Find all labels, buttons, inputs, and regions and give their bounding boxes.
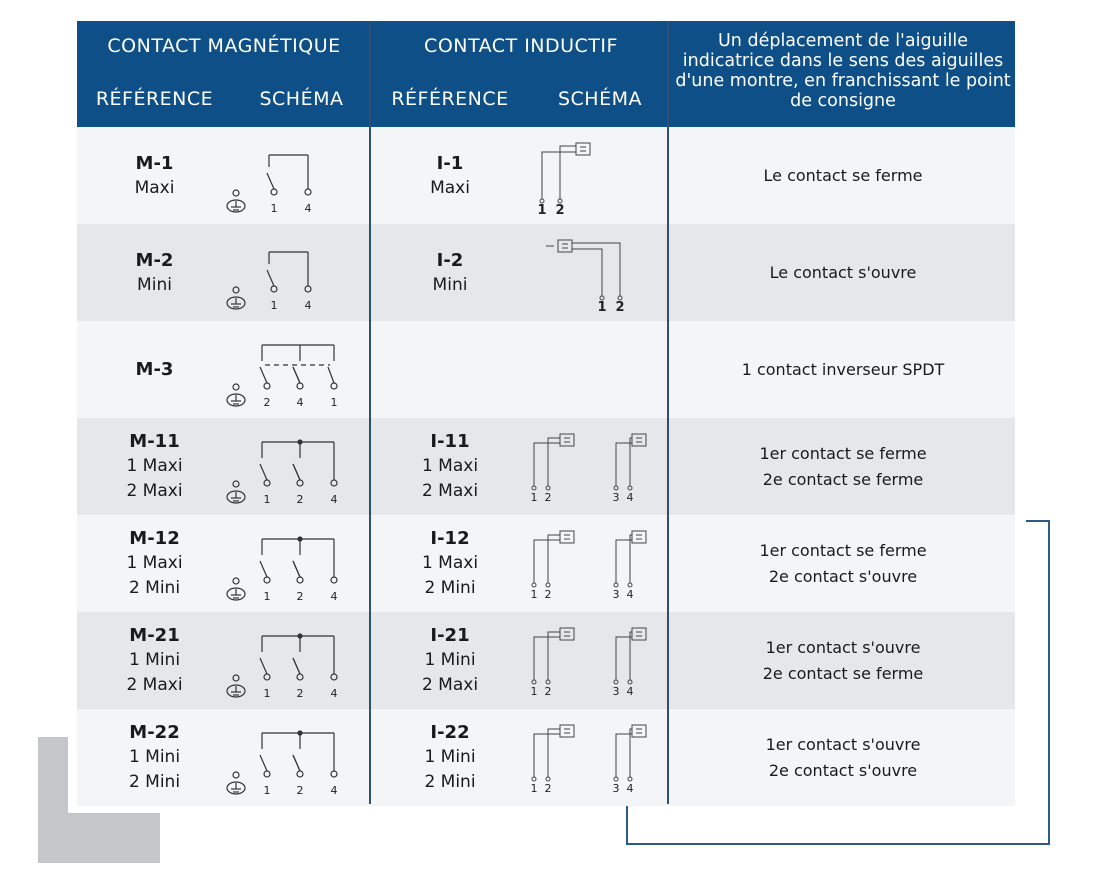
reference-label: 1 Maxi bbox=[421, 456, 479, 476]
reference-label: 1 Mini bbox=[128, 650, 181, 670]
reference-code: I-2 bbox=[436, 249, 464, 271]
reference-label: 1 Maxi bbox=[421, 553, 479, 573]
bracket-line bbox=[626, 843, 1050, 845]
description-line: 1er contact s'ouvre bbox=[765, 734, 921, 754]
svg-text:4: 4 bbox=[296, 396, 304, 409]
svg-text:4: 4 bbox=[626, 782, 634, 795]
svg-text:4: 4 bbox=[330, 590, 338, 603]
svg-text:1: 1 bbox=[530, 685, 538, 698]
contact-description bbox=[671, 635, 1015, 687]
inductive-schema bbox=[520, 137, 660, 221]
description-line: 1er contact se ferme bbox=[759, 540, 927, 560]
inductive-schema bbox=[520, 622, 660, 706]
svg-text:4: 4 bbox=[304, 202, 312, 215]
magnetic-schema-icon bbox=[222, 137, 352, 217]
svg-text:1: 1 bbox=[330, 396, 338, 409]
reference-code: M-12 bbox=[129, 528, 180, 549]
magnetic-schema bbox=[222, 137, 352, 221]
col-schema-magnetic: SCHÉMA bbox=[259, 88, 344, 110]
svg-text:4: 4 bbox=[304, 299, 312, 312]
svg-text:2: 2 bbox=[296, 590, 304, 603]
contact-description bbox=[671, 357, 1015, 383]
svg-text:4: 4 bbox=[330, 784, 338, 797]
svg-text:1: 1 bbox=[270, 202, 278, 215]
svg-text:1: 1 bbox=[270, 299, 278, 312]
magnetic-schema bbox=[222, 525, 352, 609]
magnetic-reference bbox=[77, 720, 232, 795]
contact-description bbox=[671, 441, 1015, 493]
reference-code: M-21 bbox=[129, 625, 180, 646]
inductive-schema-icon bbox=[520, 428, 660, 508]
inductive-schema-icon bbox=[520, 234, 660, 314]
inductive-reference bbox=[371, 720, 529, 795]
magnetic-schema bbox=[222, 428, 352, 512]
svg-text:2: 2 bbox=[544, 491, 552, 504]
reference-label: 1 Mini bbox=[424, 650, 476, 670]
reference-label: 2 Maxi bbox=[421, 481, 479, 501]
svg-text:2: 2 bbox=[296, 493, 304, 506]
reference-label: 2 Mini bbox=[128, 578, 181, 598]
reference-label: 2 Mini bbox=[424, 578, 476, 598]
svg-text:1: 1 bbox=[530, 491, 538, 504]
bracket-line bbox=[1026, 520, 1050, 522]
magnetic-schema-icon bbox=[222, 525, 352, 605]
inductive-reference bbox=[371, 526, 529, 601]
inductive-schema bbox=[520, 234, 660, 318]
col-ref-inductive: RÉFÉRENCE bbox=[391, 88, 509, 110]
description-line: 2e contact se ferme bbox=[762, 469, 924, 489]
description-line: 1er contact s'ouvre bbox=[765, 637, 921, 657]
reference-code: I-12 bbox=[430, 528, 470, 549]
table-row bbox=[77, 321, 1015, 418]
reference-label: 2 Maxi bbox=[126, 481, 183, 501]
magnetic-schema bbox=[222, 331, 352, 415]
svg-text:3: 3 bbox=[612, 491, 620, 504]
reference-label: 1 Mini bbox=[424, 747, 476, 767]
reference-label: 2 Maxi bbox=[126, 675, 183, 695]
table-row bbox=[77, 709, 1015, 806]
description-line: Le contact s'ouvre bbox=[769, 262, 917, 282]
contact-description bbox=[671, 260, 1015, 286]
svg-text:4: 4 bbox=[330, 687, 338, 700]
svg-text:4: 4 bbox=[626, 491, 634, 504]
column-separator bbox=[369, 21, 371, 804]
table-row bbox=[77, 418, 1015, 515]
reference-code: I-22 bbox=[430, 722, 470, 743]
svg-text:1: 1 bbox=[263, 784, 271, 797]
inductive-reference bbox=[371, 623, 529, 698]
magnetic-reference bbox=[77, 151, 232, 201]
reference-label: Mini bbox=[137, 274, 172, 295]
bracket-line bbox=[1048, 520, 1050, 845]
svg-text:4: 4 bbox=[626, 588, 634, 601]
svg-text:3: 3 bbox=[612, 588, 620, 601]
inductive-schema bbox=[520, 525, 660, 609]
description-line: 1 contact inverseur SPDT bbox=[741, 359, 945, 379]
reference-label: 1 Maxi bbox=[126, 456, 183, 476]
description-line: 2e contact s'ouvre bbox=[768, 566, 918, 586]
inductive-schema-icon bbox=[520, 622, 660, 702]
magnetic-schema-icon bbox=[222, 622, 352, 702]
magnetic-schema-icon bbox=[222, 719, 352, 799]
description-line: Le contact se ferme bbox=[763, 165, 923, 185]
magnetic-schema-icon bbox=[222, 428, 352, 508]
inductive-reference bbox=[371, 429, 529, 504]
svg-text:2: 2 bbox=[544, 588, 552, 601]
svg-text:1: 1 bbox=[530, 588, 538, 601]
contact-description bbox=[671, 538, 1015, 590]
contact-table bbox=[77, 21, 1015, 804]
reference-label: 2 Maxi bbox=[421, 675, 479, 695]
svg-text:1: 1 bbox=[530, 782, 538, 795]
reference-code: M-11 bbox=[129, 431, 180, 452]
reference-code: M-3 bbox=[135, 359, 174, 380]
svg-text:4: 4 bbox=[330, 493, 338, 506]
reference-code: I-1 bbox=[436, 152, 464, 174]
inductive-schema bbox=[520, 428, 660, 512]
table-row bbox=[77, 127, 1015, 224]
table-row bbox=[77, 515, 1015, 612]
reference-code: M-2 bbox=[135, 249, 174, 271]
svg-text:2: 2 bbox=[544, 782, 552, 795]
svg-text:2: 2 bbox=[555, 203, 565, 217]
magnetic-reference bbox=[77, 526, 232, 601]
svg-text:1: 1 bbox=[263, 590, 271, 603]
magnetic-schema bbox=[222, 234, 352, 318]
svg-text:1: 1 bbox=[263, 493, 271, 506]
reference-label: Mini bbox=[432, 274, 468, 295]
magnetic-reference bbox=[77, 357, 232, 382]
reference-code: I-21 bbox=[430, 625, 470, 646]
svg-text:3: 3 bbox=[612, 782, 620, 795]
description-line: 2e contact s'ouvre bbox=[768, 760, 918, 780]
svg-text:4: 4 bbox=[626, 685, 634, 698]
reference-label: 2 Mini bbox=[128, 772, 181, 792]
contact-description bbox=[671, 732, 1015, 784]
magnetic-schema bbox=[222, 719, 352, 803]
description-line: 1er contact se ferme bbox=[759, 443, 927, 463]
col-schema-inductive: SCHÉMA bbox=[557, 88, 642, 110]
svg-text:2: 2 bbox=[263, 396, 271, 409]
svg-text:1: 1 bbox=[537, 203, 547, 217]
table-header bbox=[77, 21, 1015, 127]
magnetic-schema-icon bbox=[222, 234, 352, 314]
svg-text:3: 3 bbox=[612, 685, 620, 698]
magnetic-reference bbox=[77, 429, 232, 504]
inductive-schema-icon bbox=[520, 137, 660, 217]
reference-label: Maxi bbox=[430, 177, 470, 198]
svg-text:2: 2 bbox=[296, 784, 304, 797]
column-separator bbox=[667, 21, 669, 804]
magnetic-schema bbox=[222, 622, 352, 706]
inductive-reference bbox=[371, 151, 529, 201]
table-row bbox=[77, 224, 1015, 321]
reference-label: 2 Mini bbox=[424, 772, 476, 792]
reference-code: M-1 bbox=[135, 152, 174, 174]
contact-description bbox=[671, 163, 1015, 189]
reference-label: Maxi bbox=[134, 177, 175, 198]
svg-text:2: 2 bbox=[615, 300, 625, 314]
header-inductive: CONTACT INDUCTIF bbox=[424, 35, 618, 57]
col-ref-magnetic: RÉFÉRENCE bbox=[95, 88, 214, 110]
inductive-reference bbox=[371, 248, 529, 298]
reference-code: I-11 bbox=[430, 431, 470, 452]
inductive-schema bbox=[520, 719, 660, 803]
reference-code: M-22 bbox=[129, 722, 180, 743]
svg-text:2: 2 bbox=[296, 687, 304, 700]
inductive-schema-icon bbox=[520, 525, 660, 605]
reference-label: 1 Maxi bbox=[126, 553, 183, 573]
inductive-schema-icon bbox=[520, 719, 660, 799]
description-line: 2e contact se ferme bbox=[762, 663, 924, 683]
svg-text:1: 1 bbox=[597, 300, 607, 314]
reference-label: 1 Mini bbox=[128, 747, 181, 767]
svg-text:2: 2 bbox=[544, 685, 552, 698]
col-description: Un déplacement de l'aiguille indicatrice dans le sens des aiguilles d'une montre, en franchissant le point de consigne bbox=[675, 31, 1011, 111]
svg-text:1: 1 bbox=[263, 687, 271, 700]
magnetic-schema-icon bbox=[222, 331, 352, 411]
magnetic-reference bbox=[77, 623, 232, 698]
magnetic-reference bbox=[77, 248, 232, 298]
header-magnetic: CONTACT MAGNÉTIQUE bbox=[107, 35, 341, 57]
table-row bbox=[77, 612, 1015, 709]
